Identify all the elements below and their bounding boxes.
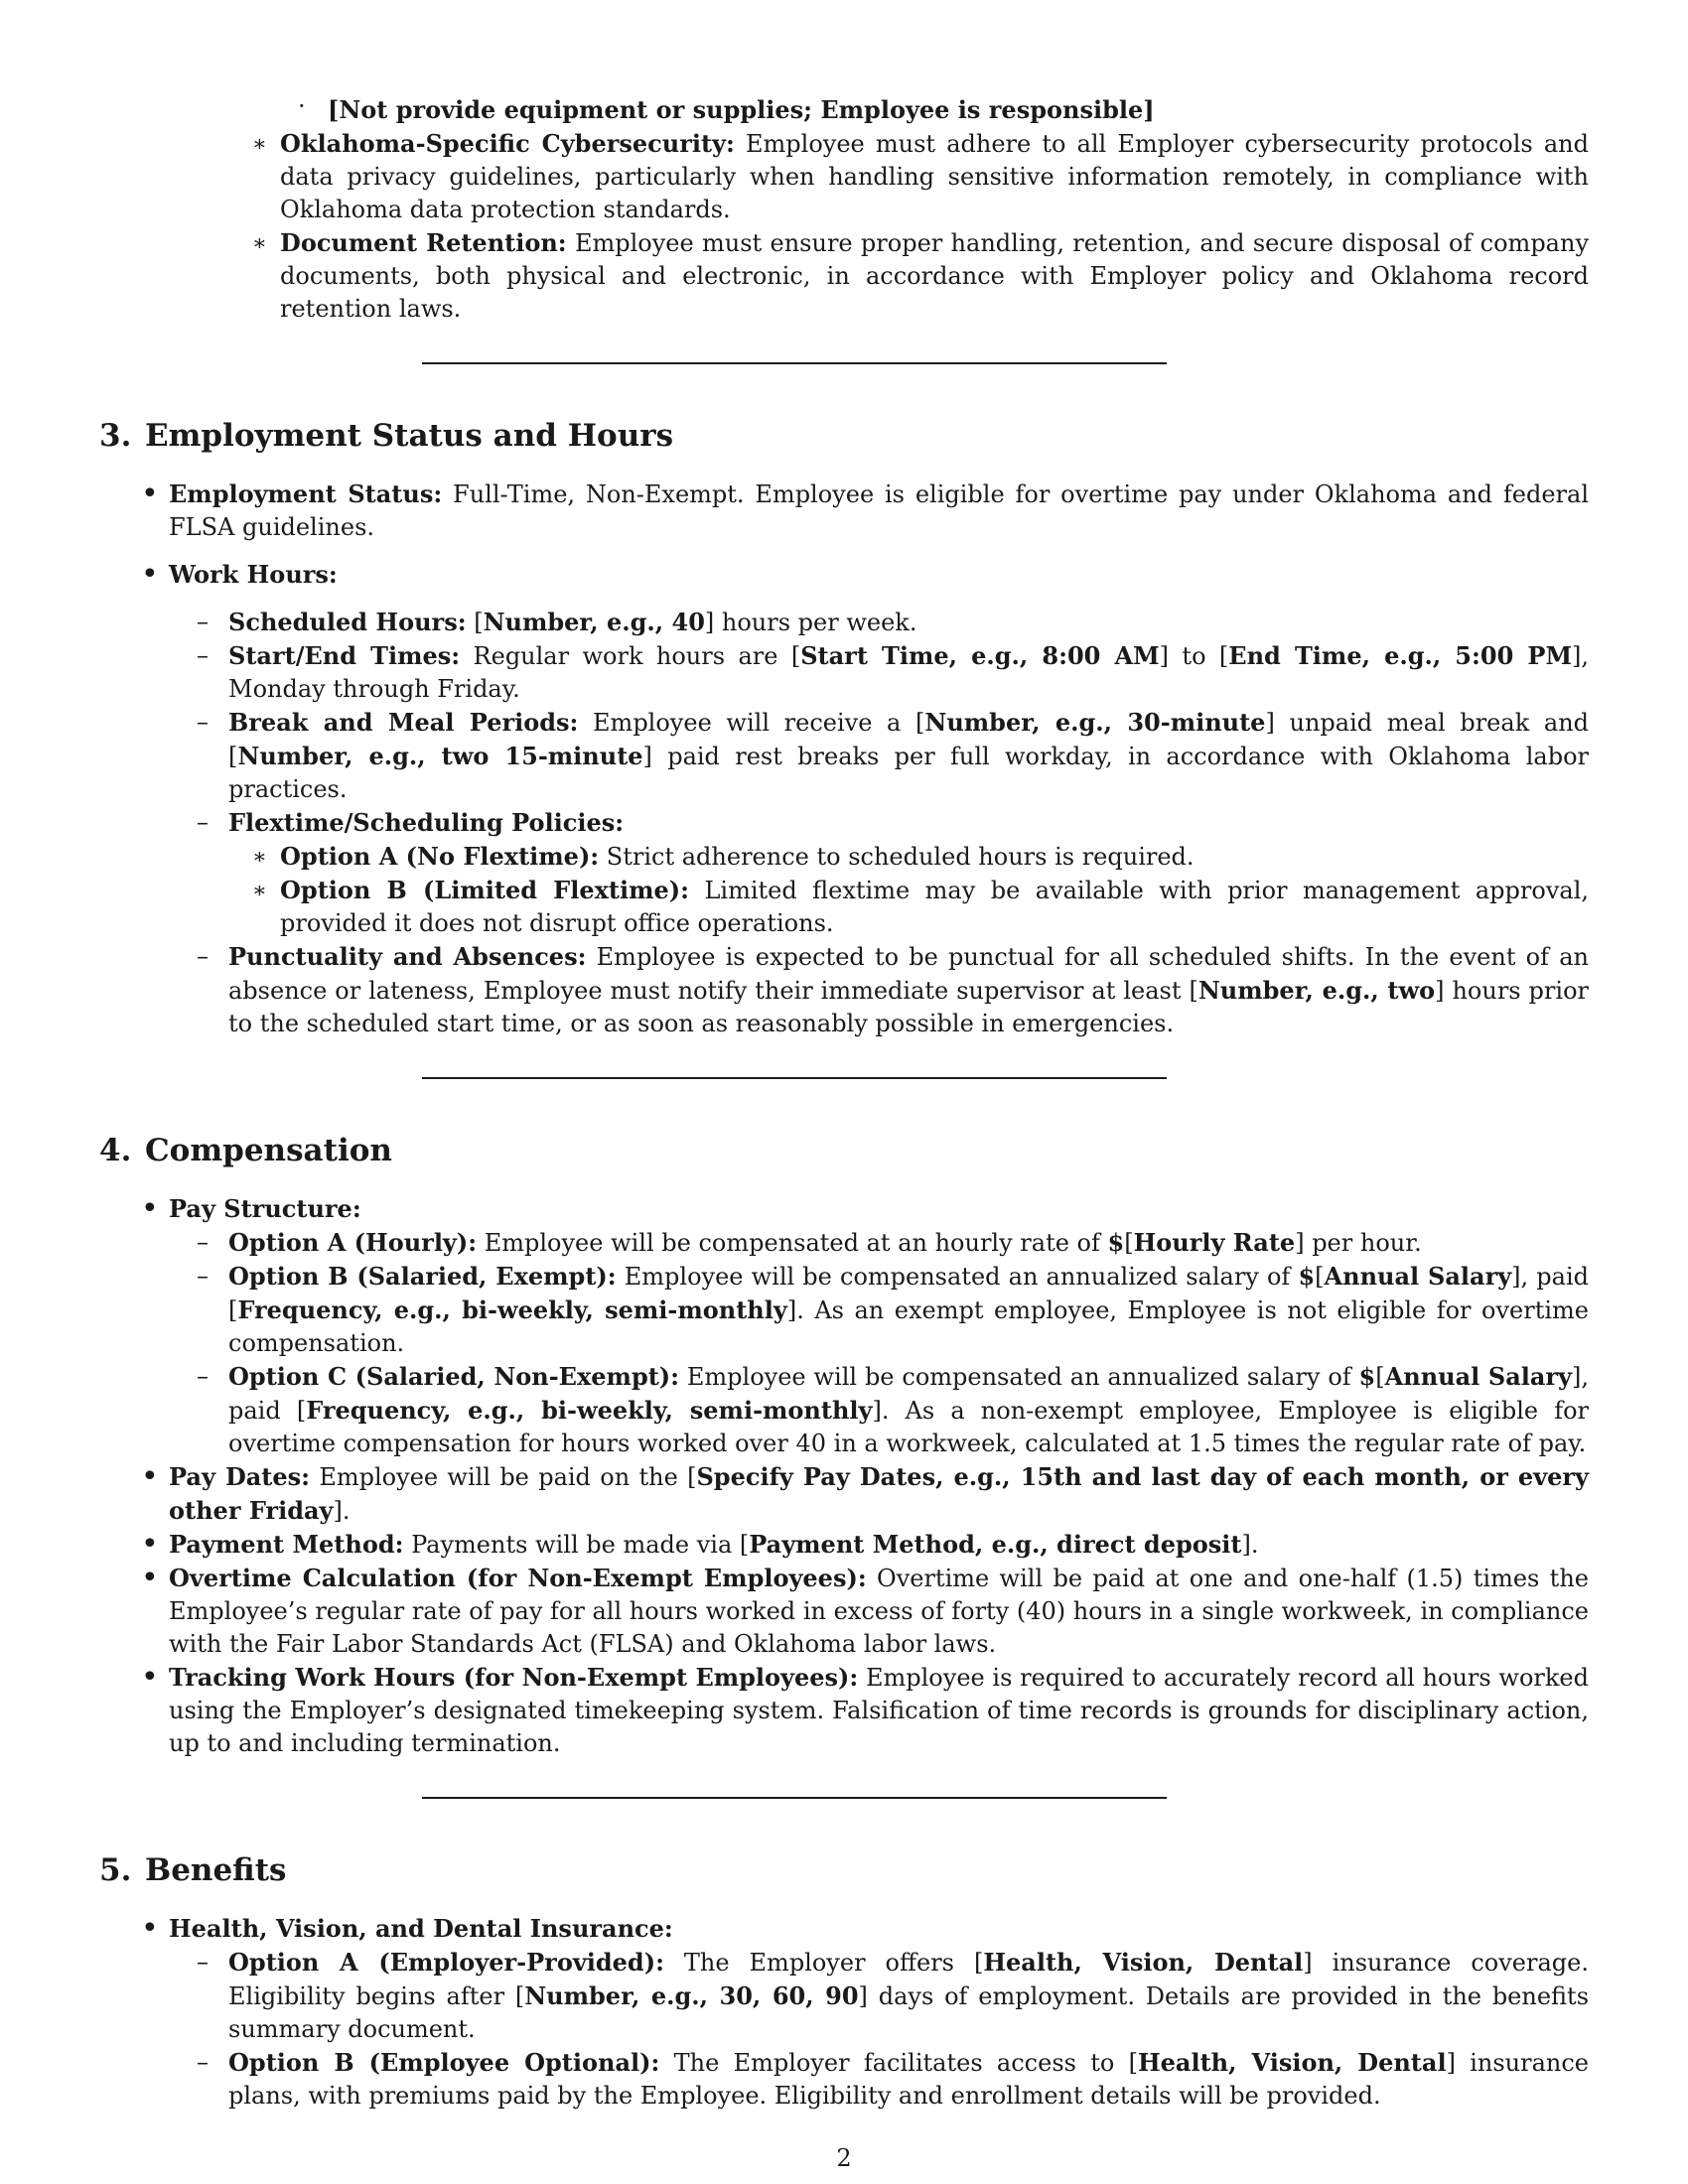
s4-paydates-t1: Employee will be paid on the [ <box>310 1463 697 1491</box>
s3-flex-a-text: Strict adherence to scheduled hours is required. <box>599 843 1195 871</box>
s3-break-t1: Employee will receive a [ <box>578 709 925 737</box>
s4-optB-t4: ]. As an exempt employee, Employee is not eligible for overtime compensation. <box>228 1297 1589 1357</box>
section-3-title: Employment Status and Hours <box>145 418 674 454</box>
s5-optA-t2: ] insurance coverage. Eligibility begins after [ <box>228 1949 1589 2010</box>
s4-optC-t3: ], paid [ <box>228 1363 1590 1425</box>
status-text: Full-Time, Non-Exempt. Employee is eligible for overtime pay under Oklahoma and federal FLSA guidelines. <box>169 480 1590 541</box>
s4-method-t1: Payments will be made via [ <box>403 1531 750 1559</box>
insurance-item <box>141 1911 1589 1946</box>
s4-optC-b2: Annual Salary <box>1384 1362 1573 1391</box>
section-4-title: Compensation <box>145 1133 392 1168</box>
bullet-dot-icon: • <box>141 1561 159 1595</box>
cyber-text: Employee must adhere to all Employer cybersecurity protocols and data privacy guidelines, particularly when handling sensitive information remotely, in compliance with Oklahoma data protection standards. <box>280 130 1589 223</box>
scheduled-hours-item <box>197 606 1589 639</box>
asterisk-bullet-icon: ∗ <box>252 845 267 870</box>
s3-times-t2: ] to [ <box>1159 642 1229 670</box>
start-end-times-item <box>197 639 1590 706</box>
s4-track-label: Tracking Work Hours (for Non-Exempt Employees): <box>169 1663 859 1692</box>
s5-optB-b1: Health, Vision, Dental <box>1137 2048 1447 2077</box>
s4-optC-t2: [ <box>1375 1363 1385 1391</box>
retention-text: Employee must ensure proper handling, retention, and secure disposal of company documents, both physical and electronic, in accordance with Employer policy and Oklahoma record retention laws. <box>280 229 1590 323</box>
flextime-option-b <box>252 874 1589 940</box>
pay-option-c <box>197 1360 1590 1460</box>
cybersecurity-item <box>252 127 1589 226</box>
section-3-heading <box>99 416 1589 456</box>
s4-track-text: Employee is required to accurately record all hours worked using the Employer’s designated timekeeping system. Falsification of time records is grounds for disciplinary action, up to and including termination. <box>169 1664 1589 1757</box>
s3-flex-label: Flextime/Scheduling Policies: <box>228 808 625 837</box>
page-number: 2 <box>836 2144 852 2172</box>
s3-times-b2: End Time, e.g., 5:00 PM <box>1228 641 1573 670</box>
section-5-title: Benefits <box>145 1852 287 1888</box>
s4-paydates-t2: ]. <box>333 1497 351 1525</box>
s5-optA-b1: Health, Vision, Dental <box>983 1948 1304 1977</box>
s4-optB-label: Option B (Salaried, Exempt): <box>228 1262 617 1291</box>
equipment-line: [Not provide equipment or supplies; Employee is responsible] <box>328 95 1155 124</box>
status-label: Employment Status: <box>169 479 443 508</box>
pay-option-a <box>197 1226 1589 1260</box>
flextime-item <box>197 806 1589 840</box>
s4-optC-t4: ]. As a non-exempt employee, Employee is eligible for overtime compensation for hours worked over 40 in a workweek, calculated at 1.5 times the regular rate of pay. <box>228 1397 1589 1457</box>
bullet-dot-icon: • <box>141 1911 159 1946</box>
s4-optB-t2: [ <box>1315 1263 1325 1291</box>
s5-optB-t2: ] insurance plans, with premiums paid by the Employee. Eligibility and enrollment details will be provided. <box>228 2049 1589 2110</box>
s3-sched-label: Scheduled Hours: <box>228 608 467 636</box>
s4-paydates-label: Pay Dates: <box>169 1462 311 1491</box>
bullet-tiny-dot: · <box>298 92 306 120</box>
s4-optA-b1: $ <box>1107 1228 1125 1257</box>
s4-optA-label: Option A (Hourly): <box>228 1228 478 1257</box>
s4-optA-b2: Hourly Rate <box>1133 1228 1296 1257</box>
dash-bullet-icon: – <box>197 641 209 669</box>
dash-bullet-icon: – <box>197 608 209 635</box>
dash-bullet-icon: – <box>197 1228 209 1256</box>
s4-optB-b2: Annual Salary <box>1324 1262 1512 1291</box>
s3-times-b1: Start Time, e.g., 8:00 AM <box>800 641 1160 670</box>
s3-sched-b1: Number, e.g., 40 <box>483 608 705 636</box>
dash-bullet-icon: – <box>197 2048 209 2076</box>
pay-dates-item <box>141 1459 1589 1528</box>
s4-method-label: Payment Method: <box>169 1530 404 1559</box>
employment-status-item <box>141 477 1590 544</box>
break-meal-item <box>197 706 1590 806</box>
s5-optB-t1: The Employer facilitates access to [ <box>659 2049 1138 2077</box>
s3-times-label: Start/End Times: <box>228 641 461 670</box>
flextime-option-a <box>252 840 1589 874</box>
dash-bullet-icon: – <box>197 942 209 970</box>
s3-break-label: Break and Meal Periods: <box>228 708 579 737</box>
retention-label: Document Retention: <box>280 228 567 257</box>
asterisk-bullet-icon: ∗ <box>252 879 267 903</box>
asterisk-bullet-icon: ∗ <box>252 231 267 256</box>
s4-pay-structure-label: Pay Structure: <box>169 1194 361 1223</box>
benefit-option-b <box>197 2046 1589 2113</box>
document-retention-item <box>252 226 1590 326</box>
s5-optA-t3: ] days of employment. Details are provided in the benefits summary document. <box>228 1982 1590 2043</box>
s4-optA-t2: [ <box>1124 1229 1134 1257</box>
s4-optC-b1: $ <box>1358 1362 1376 1391</box>
bullet-dot-icon: • <box>141 557 159 592</box>
tracking-hours-item <box>141 1660 1589 1760</box>
s3-punct-t2: ] hours prior to the scheduled start time, or as soon as reasonably possible in emergencies. <box>228 977 1589 1037</box>
dash-bullet-icon: – <box>197 1262 209 1290</box>
s4-optB-b1: $ <box>1298 1262 1316 1291</box>
section-4-number: 4. <box>99 1133 132 1168</box>
s5-optA-t1: The Employer offers [ <box>663 1949 984 1977</box>
s4-optC-b3: Frequency, e.g., bi-weekly, semi-monthly <box>306 1396 873 1425</box>
s3-break-t2: ] unpaid meal break and [ <box>228 709 1590 770</box>
s4-paydates-b1: Specify Pay Dates, e.g., 15th and last day of each month, or every other Friday <box>169 1462 1589 1525</box>
s3-punct-b1: Number, e.g., two <box>1197 976 1436 1005</box>
bullet-dot-icon: • <box>141 1660 159 1695</box>
s4-method-b1: Payment Method, e.g., direct deposit <box>749 1530 1242 1559</box>
s3-break-b1: Number, e.g., 30-minute <box>924 708 1266 737</box>
s4-optC-t1: Employee will be compensated an annualized salary of <box>679 1363 1359 1391</box>
bullet-dot-icon: • <box>141 477 159 511</box>
section-divider <box>422 1077 1167 1079</box>
s4-ot-text: Overtime will be paid at one and one-half (1.5) times the Employee’s regular rate of pay for all hours worked in excess of forty (40) hours in a single workweek, in compliance with the Fair Labor Standards Act (FLSA) and Oklahoma labor laws. <box>169 1565 1589 1658</box>
work-hours-item <box>141 557 1589 592</box>
s3-flex-b-text: Limited flextime may be available with prior management approval, provided it does not disrupt office operations. <box>280 877 1589 937</box>
s3-flex-b-label: Option B (Limited Flextime): <box>280 876 689 904</box>
dash-bullet-icon: – <box>197 708 209 736</box>
dash-bullet-icon: – <box>197 1948 209 1976</box>
document-page <box>99 93 1589 2113</box>
s3-punct-label: Punctuality and Absences: <box>228 942 587 971</box>
s3-sched-t1: [ <box>466 609 484 636</box>
s5-optA-b2: Number, e.g., 30, 60, 90 <box>524 1981 859 2010</box>
s4-ot-label: Overtime Calculation (for Non-Exempt Employees): <box>169 1564 867 1592</box>
pay-option-b <box>197 1260 1590 1360</box>
section-5-heading <box>99 1850 1589 1890</box>
s4-optA-t1: Employee will be compensated at an hourly rate of <box>477 1229 1108 1257</box>
s5-hvd-label: Health, Vision, and Dental Insurance: <box>169 1914 673 1943</box>
s3-sched-t2: ] hours per week. <box>704 609 917 636</box>
section-5-number: 5. <box>99 1852 132 1888</box>
section-4-heading <box>99 1131 1589 1170</box>
dash-bullet-icon: – <box>197 808 209 836</box>
bullet-dot-icon: • <box>141 1459 159 1494</box>
work-hours-label: Work Hours: <box>169 560 338 589</box>
s4-optC-label: Option C (Salaried, Non-Exempt): <box>228 1362 680 1391</box>
pay-structure-item <box>141 1191 1589 1226</box>
s3-punct-t1: Employee is expected to be punctual for all scheduled shifts. In the event of an absence or lateness, Employee must notify their immediate supervisor at least [ <box>228 943 1589 1005</box>
payment-method-item <box>141 1527 1589 1562</box>
s3-flex-a-label: Option A (No Flextime): <box>280 842 600 871</box>
section-divider <box>422 362 1167 364</box>
dash-bullet-icon: – <box>197 1362 209 1390</box>
punctuality-item <box>197 940 1589 1040</box>
bullet-dot-icon: • <box>141 1527 159 1562</box>
section-3-number: 3. <box>99 418 132 454</box>
equipment-option <box>298 92 1589 127</box>
section-divider <box>422 1797 1167 1799</box>
s3-times-t1: Regular work hours are [ <box>460 642 801 670</box>
asterisk-bullet-icon: ∗ <box>252 132 267 157</box>
s3-break-b2: Number, e.g., two 15-minute <box>237 742 643 770</box>
s4-optB-b3: Frequency, e.g., bi-weekly, semi-monthly <box>237 1296 787 1324</box>
s4-optB-t3: ], paid [ <box>228 1263 1590 1324</box>
s5-optB-label: Option B (Employee Optional): <box>228 2048 660 2077</box>
s4-method-t2: ]. <box>1241 1531 1259 1559</box>
s4-optA-t3: ] per hour. <box>1295 1229 1422 1257</box>
overtime-calculation-item <box>141 1561 1589 1661</box>
s5-optA-label: Option A (Employer-Provided): <box>228 1948 664 1977</box>
bullet-dot-icon: • <box>141 1191 159 1226</box>
benefit-option-a <box>197 1946 1590 2046</box>
cyber-label: Oklahoma-Specific Cybersecurity: <box>280 129 735 158</box>
s3-break-t3: ] paid rest breaks per full workday, in accordance with Oklahoma labor practices. <box>228 743 1589 803</box>
s4-optB-t1: Employee will be compensated an annualized salary of <box>616 1263 1299 1291</box>
s3-times-t3: ], Monday through Friday. <box>228 642 1590 703</box>
